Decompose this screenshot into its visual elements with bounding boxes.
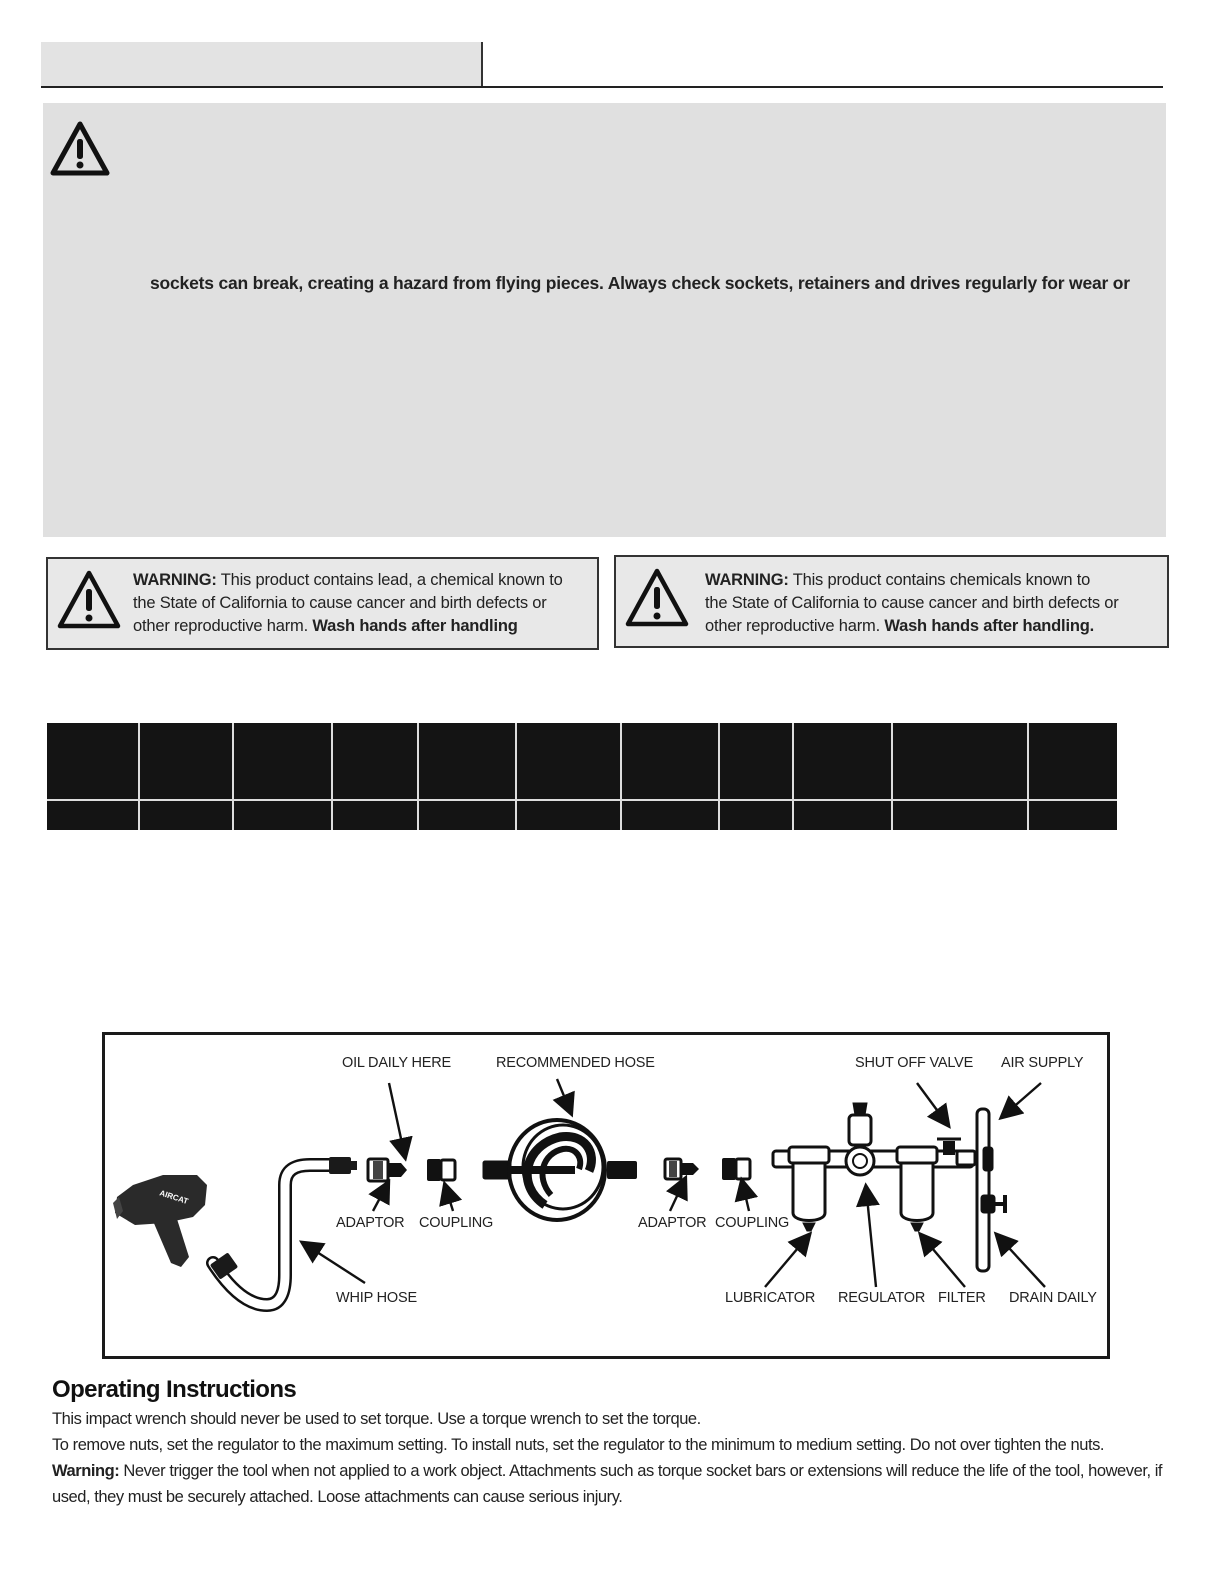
label-recommended-hose: RECOMMENDED HOSE <box>496 1055 655 1071</box>
header-tab <box>41 42 483 87</box>
spec-header-cell <box>233 723 332 800</box>
label-air-supply: AIR SUPPLY <box>1001 1055 1084 1071</box>
operating-line: used, they must be securely attached. Loose attachments can cause serious injury. <box>52 1488 623 1506</box>
spec-value-cell <box>139 800 233 830</box>
label-coupling: COUPLING <box>419 1215 494 1231</box>
prop65-warning-chemicals <box>614 555 1169 648</box>
warning-label: WARNING: <box>133 571 217 589</box>
spec-value-cell <box>621 800 719 830</box>
label-filter: FILTER <box>938 1290 986 1306</box>
spec-value-cell <box>332 800 418 830</box>
whip-hose-icon <box>210 1157 357 1305</box>
warning-text-line3: other reproductive harm. <box>133 617 313 635</box>
warning-text: This product contains chemicals known to <box>788 571 1091 589</box>
operating-line: To remove nuts, set the regulator to the maximum setting. To install nuts, set the regulator to the minimum to medium setting. Do not over tighten the nuts. <box>52 1436 1105 1454</box>
coupling-icon <box>427 1159 455 1181</box>
spec-header-cell <box>47 723 139 800</box>
warning-text: This product contains lead, a chemical known to <box>216 571 563 589</box>
air-system-diagram <box>102 1032 1110 1359</box>
adaptor-icon <box>368 1159 407 1181</box>
wash-hands-text: Wash hands after handling <box>312 617 518 635</box>
label-coupling: COUPLING <box>715 1215 790 1231</box>
label-oil-daily-here: OIL DAILY HERE <box>342 1055 451 1071</box>
operating-warning-text: Never trigger the tool when not applied to a work object. Attachments such as torque socket bars or extensions will reduce the life of the tool, however, if <box>119 1462 1163 1480</box>
warning-text-line3: other reproductive harm. <box>705 617 885 635</box>
tool-brand-text: AIRCAT <box>158 1188 190 1207</box>
prop65-warning-lead <box>46 557 599 650</box>
operating-warning-label: Warning: <box>52 1462 120 1480</box>
label-regulator: REGULATOR <box>838 1290 926 1306</box>
warning-triangle-icon <box>56 569 122 631</box>
air-supply-pipe-icon <box>977 1109 1005 1271</box>
operating-warning-line <box>52 1462 1162 1481</box>
spec-value-cell <box>418 800 516 830</box>
label-adaptor: ADAPTOR <box>336 1215 405 1231</box>
safety-panel <box>43 103 1166 537</box>
spec-header-cell <box>139 723 233 800</box>
coupling-icon <box>722 1158 750 1180</box>
label-lubricator: LUBRICATOR <box>725 1290 816 1306</box>
operating-instructions-heading: Operating Instructions <box>52 1376 297 1403</box>
warning-triangle-icon <box>50 121 110 177</box>
spec-header-cell <box>516 723 621 800</box>
spec-header-cell <box>621 723 719 800</box>
spec-header-cell <box>332 723 418 800</box>
spec-value-cell <box>47 800 139 830</box>
adaptor-icon <box>665 1159 699 1179</box>
spec-value-cell <box>516 800 621 830</box>
label-drain-daily: DRAIN DAILY <box>1009 1290 1097 1306</box>
header-rule <box>41 86 1163 88</box>
spec-value-cell <box>793 800 892 830</box>
label-adaptor: ADAPTOR <box>638 1215 707 1231</box>
spec-value-cell <box>719 800 793 830</box>
operating-line: This impact wrench should never be used to set torque. Use a torque wrench to set the torque. <box>52 1410 701 1428</box>
spec-table <box>47 723 1117 830</box>
spec-header-cell <box>1028 723 1117 800</box>
spec-value-cell <box>233 800 332 830</box>
spec-header-cell <box>719 723 793 800</box>
label-whip-hose: WHIP HOSE <box>336 1290 417 1306</box>
label-shut-off-valve: SHUT OFF VALVE <box>855 1055 974 1071</box>
spec-header-cell <box>418 723 516 800</box>
spec-header-cell <box>793 723 892 800</box>
warning-text-line2: the State of California to cause cancer and birth defects or <box>705 594 1119 612</box>
warning-text-line2: the State of California to cause cancer and birth defects or <box>133 594 547 612</box>
spec-header-cell <box>892 723 1028 800</box>
impact-wrench-icon <box>113 1175 207 1267</box>
hose-reel-icon <box>483 1120 637 1220</box>
spec-value-row <box>47 800 1117 830</box>
spec-value-cell <box>1028 800 1117 830</box>
warning-triangle-icon <box>624 567 690 629</box>
warning-label: WARNING: <box>705 571 789 589</box>
spec-header-row <box>47 723 1117 800</box>
air-system-illustration <box>105 1035 1107 1356</box>
wash-hands-text: Wash hands after handling. <box>884 617 1094 635</box>
spec-value-cell <box>892 800 1028 830</box>
safety-text-line: sockets can break, creating a hazard from flying pieces. Always check sockets, retainers and drives regularly for wear or <box>150 273 1130 293</box>
